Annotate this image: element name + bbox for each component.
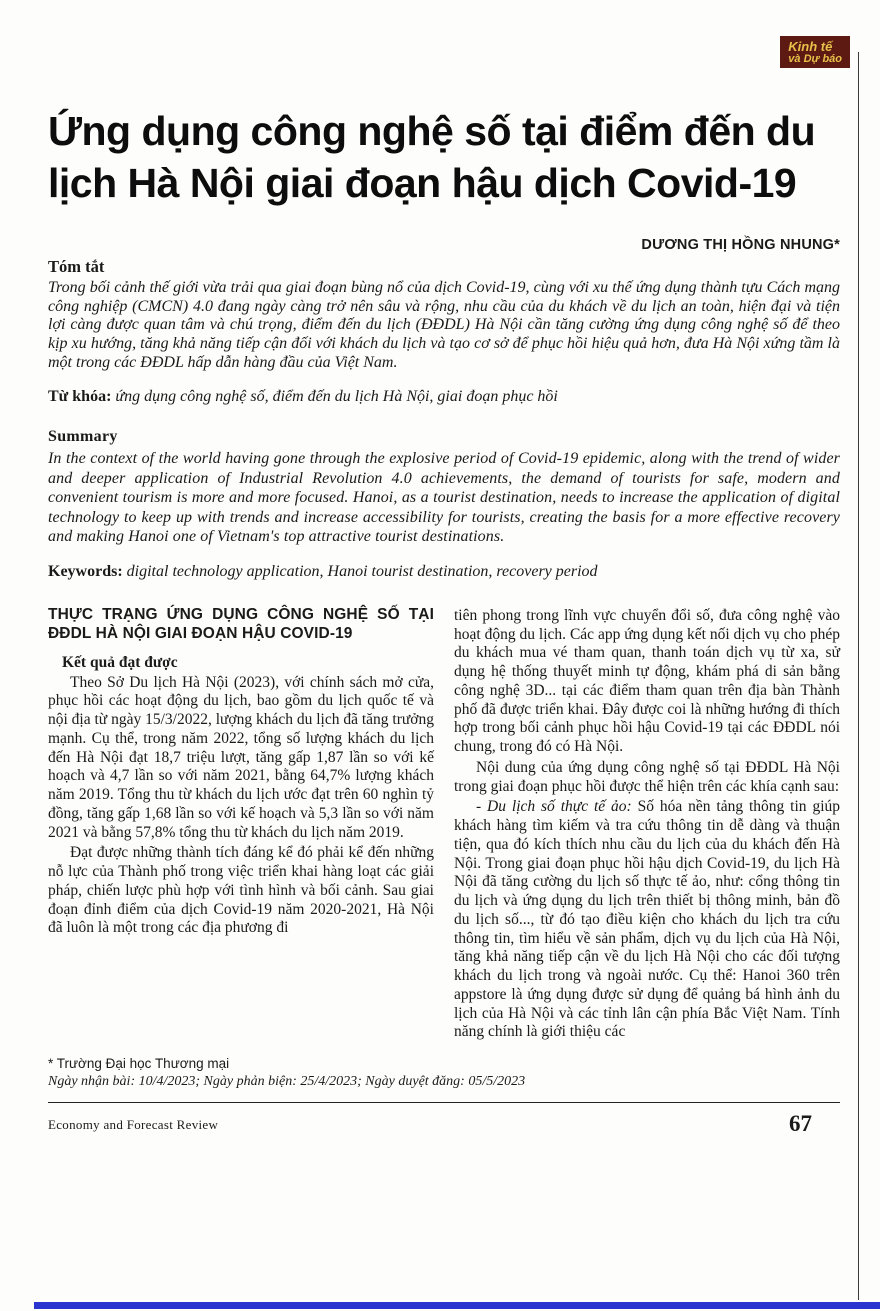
abstract-vi-heading: Tóm tắt <box>48 256 105 276</box>
keywords-en-text: digital technology application, Hanoi tourist destination, recovery period <box>122 562 598 580</box>
right-column <box>454 605 840 1042</box>
right-paragraph-3-lead: - Du lịch số thực tế ảo: <box>476 798 632 816</box>
article-title: Ứng dụng công nghệ số tại điểm đến du lịch Hà Nội giai đoạn hậu dịch Covid-19 <box>48 108 816 206</box>
left-paragraph-1: Theo Sở Du lịch Hà Nội (2023), với chính sách mở cửa, phục hồi các hoạt động du lịch, bao gồm du lịch quốc tế và nội địa từ ngày 15/3/2022, lượng khách du lịch đã tăng trưởng mạnh. Cụ thể, trong năm 2022, tổng số lượng khách du lịch đến Hà Nội đạt 18,7 triệu lượt, tăng gấp 1,87 lần so với kế hoạch và 4,7 lần so với năm 2021, bằng 64,7% lượng khách năm 2019. Tổng thu từ khách du lịch ước đạt trên 60 nghìn tỷ đồng, tăng gấp 1,68 lần so với kế hoạch và 5,3 lần so với năm 2021 và bằng 57,8% tổng thu từ khách du lịch năm 2019. <box>48 673 434 841</box>
article-page <box>48 34 840 1137</box>
author-name: DƯƠNG THỊ HỒNG NHUNG* <box>641 236 840 253</box>
footer-divider <box>48 1102 840 1103</box>
keywords-vi-label: Từ khóa: <box>48 388 112 406</box>
keywords-vi-text: ứng dụng công nghệ số, điểm đến du lịch Hà Nội, giai đoạn phục hồi <box>111 388 558 406</box>
abstract-vi-body: Trong bối cảnh thế giới vừa trải qua giai đoạn bùng nổ của dịch Covid-19, cùng với xu thế ứng dụng thành tựu Cách mạng công nghiệp (CMCN) 4.0 đang ngày càng trở nên sâu và rộng, nhu cầu của du khách về du lịch an toàn, hiện đại và tiện lợi càng được quan tâm và chú trọng, điểm đến du lịch (ĐĐDL) Hà Nội cần tăng cường ứng dụng công nghệ số để theo kịp xu hướng, tăng khả năng tiếp cận đối với khách du lịch và tạo cơ sở để phục hồi hiệu quả hơn, đưa Hà Nội xứng tầm là một trong các ĐĐDL hấp dẫn hàng đầu của Việt Nam. <box>48 278 840 371</box>
summary-body: In the context of the world having gone through the explosive period of Covid-19 epidemic, along with the trend of wider and deeper application of Industrial Revolution 4.0 achievements, the demand of tourists for safe, modern and convenient tourism is more and more focused. Hanoi, as a tourist destination, needs to increase the application of digital technology to keep up with trends and increase accessibility for tourists, creating the basis for a more effective recovery and making Hanoi one of Vietnam's top attractive tourist destinations. <box>48 450 840 546</box>
keywords-en-label: Keywords: <box>48 562 123 580</box>
summary-heading: Summary <box>48 428 118 446</box>
journal-badge-line1: Kinh tế <box>788 39 833 54</box>
keywords-vi-line <box>48 388 840 406</box>
right-paragraph-2: Nội dung của ứng dụng công nghệ số tại ĐĐDL Hà Nội trong giai đoạn phục hồi được thể hiện trên các khía cạnh sau: <box>454 758 840 795</box>
footnote-affiliation: * Trường Đại học Thương mại <box>48 1056 230 1072</box>
footnote-dates: Ngày nhận bài: 10/4/2023; Ngày phản biện: 25/4/2023; Ngày duyệt đăng: 05/5/2023 <box>48 1074 526 1090</box>
journal-badge-line2: và Dự báo <box>788 52 842 65</box>
page-number: 67 <box>789 1111 812 1137</box>
left-column <box>48 605 434 1042</box>
journal-name: Economy and Forecast Review <box>48 1117 219 1133</box>
right-paragraph-1: tiên phong trong lĩnh vực chuyển đổi số, đưa công nghệ vào hoạt động du lịch. Các app ứng dụng kết nối dịch vụ cho phép du khách mua vé tham quan, thanh toán dịch vụ từ xa, sử dụng hệ thống thuyết minh tự động, khám phá di sản bằng công nghệ 3D... tại các điểm tham quan trên địa bàn Thành phố đã được triển khai. Đây được coi là những hướng đi thích hợp trong bối cảnh phục hồi hậu Covid-19 tại các ĐĐDL nói chung, trong đó có Hà Nội. <box>454 606 840 756</box>
footer <box>48 1111 840 1137</box>
two-column-body <box>48 605 840 1042</box>
left-paragraph-2: Đạt được những thành tích đáng kể đó phải kể đến những nỗ lực của Thành phố trong việc triển khai hàng loạt các giải pháp, chiến lược phù hợp với tình hình và bối cảnh. Sau giai đoạn đỉnh điểm của dịch Covid-19 năm 2020-2021, Hà Nội đã luôn là một trong các địa phương đi <box>48 844 434 937</box>
bottom-scan-bar <box>34 1302 880 1309</box>
right-edge-scan-line <box>858 52 859 1300</box>
subsection-heading: Kết quả đạt được <box>62 653 178 671</box>
right-paragraph-3-rest: Số hóa nền tảng thông tin giúp khách hàng tìm kiếm và tra cứu thông tin dễ dàng và thuận tiện, qua đó kích thích nhu cầu du lịch của du khách đến Hà Nội. Trong giai đoạn phục hồi hậu dịch Covid-19, du lịch Hà Nội đã tăng cường du lịch số thực tế ảo, như: cổng thông tin du lịch và ứng dụng du lịch trên thiết bị thông minh, bản đồ du lịch số..., từ đó tạo điều kiện cho khách du lịch tra cứu thông tin, tìm hiểu về sản phẩm, dịch vụ du lịch của Hà Nội, tăng khả năng tiếp cận về du lịch Hà Nội cho các đối tượng khách du lịch trong và ngoài nước. Cụ thể: Hanoi 360 trên appstore là ứng dụng được sử dụng để quảng bá hình ảnh du lịch của Hà Nội và các tỉnh lân cận phía Bắc Việt Nam. Tính năng chính là giới thiệu các <box>454 798 840 1041</box>
section-heading: THỰC TRẠNG ỨNG DỤNG CÔNG NGHỆ SỐ TẠI ĐĐDL HÀ NỘI GIAI ĐOẠN HẬU COVID-19 <box>48 605 434 643</box>
right-paragraph-3 <box>454 798 840 1042</box>
keywords-en-line <box>48 563 840 581</box>
